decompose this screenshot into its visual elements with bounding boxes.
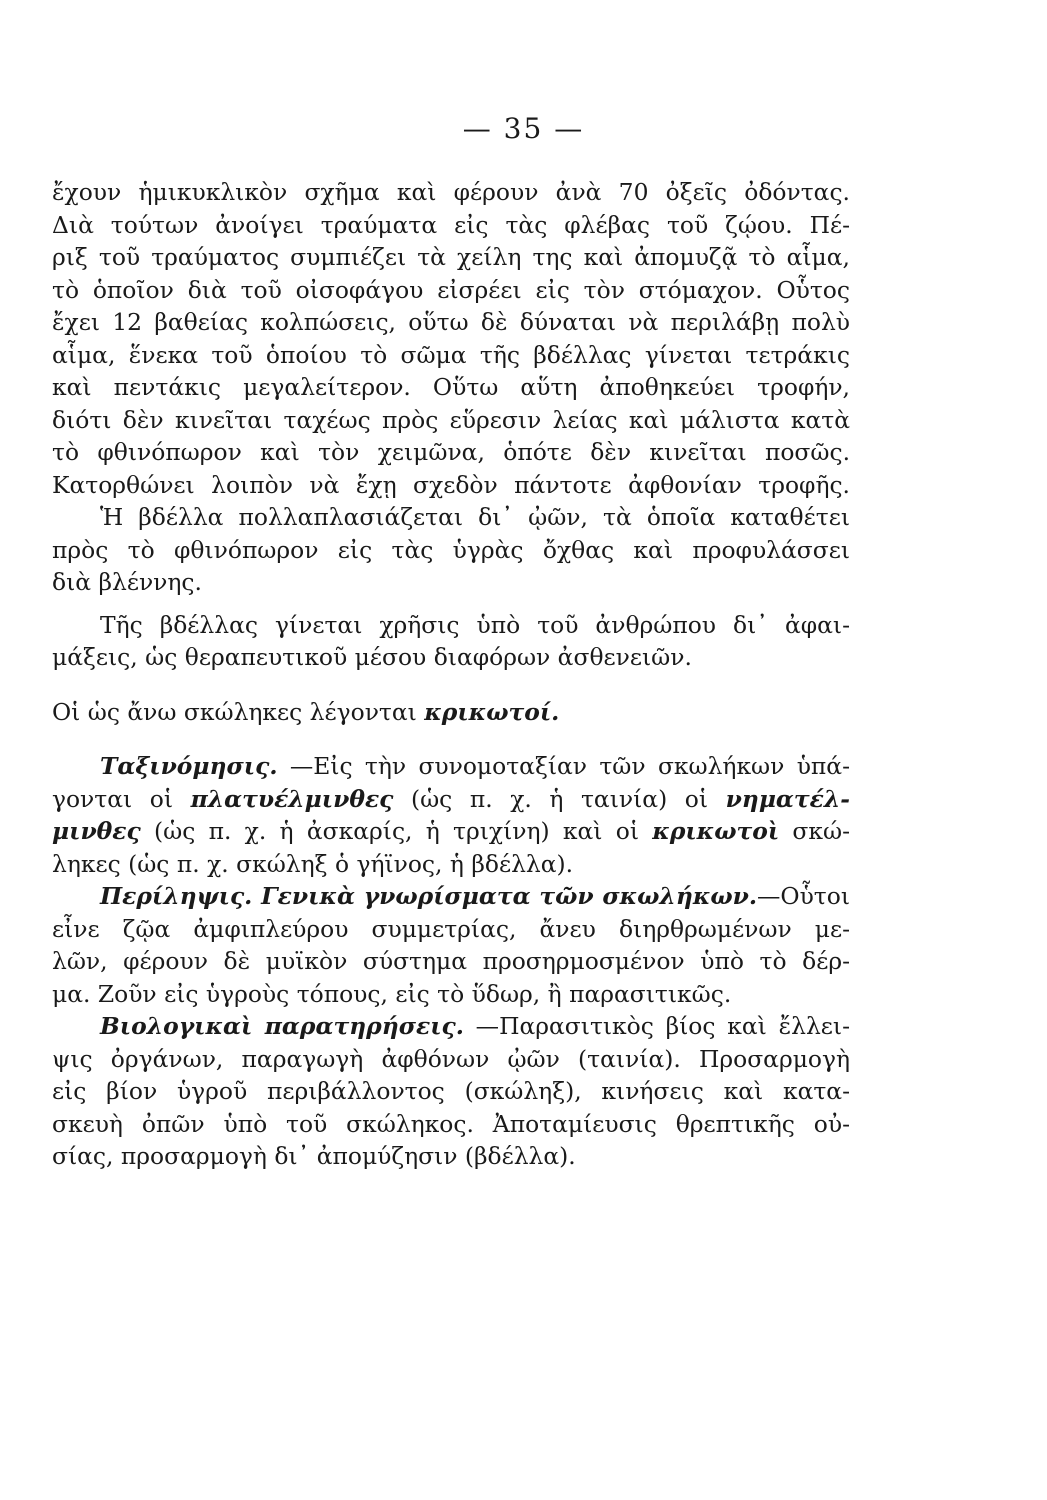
paragraph-leech-feeding [52, 176, 850, 501]
text-fragment: (ὡς π. χ. ἡ ἀσκαρίς, ἡ τριχίνη) καὶ οἱ [140, 817, 653, 845]
paragraph-biological-observations [52, 1010, 850, 1173]
text-line: σκευὴ ὀπῶν ὑπὸ τοῦ σκώληκος. Ἀποταμίευσις θρεπτικῆς οὐ- [52, 1109, 850, 1138]
section-heading-summary: Περίληψις. Γενικὰ γνωρίσματα τῶν σκωλήκων. [100, 882, 758, 910]
term-flatworms: πλατυέλμινθες [190, 784, 394, 813]
term-annelids-2: κρικωτοὶ [652, 817, 780, 845]
text-line: ληκες (ὡς π. χ. σκώληξ ὁ γήϊνος, ἡ βδέλλα). [52, 849, 574, 878]
text-fragment: —Οὗτοι [757, 882, 850, 910]
text-line [52, 815, 850, 848]
text-line: ψις ὀργάνων, παραγωγὴ ἀφθόνων ᾠῶν (ταινία). Προσαρμογὴ [52, 1044, 850, 1073]
paragraph-leech-reproduction [52, 501, 850, 599]
text-line: Ἡ βδέλλα πολλαπλασιάζεται δι᾽ ᾠῶν, τὰ ὁποῖα καταθέτει [100, 503, 850, 531]
paragraph-summary [52, 880, 850, 1010]
text-line: ἔχουν ἡμικυκλικὸν σχῆμα καὶ φέρουν ἀνὰ 70 ὀξεῖς ὀδόντας. [52, 178, 850, 206]
section-heading-biology: Βιολογικαὶ παρατηρήσεις. [100, 1012, 464, 1040]
text-fragment: (ὡς π. χ. ἡ ταινία) οἱ [393, 784, 726, 813]
paragraph-leech-use [52, 609, 850, 674]
text-line: ἔχει 12 βαθείας κολπώσεις, οὕτω δὲ δύναται νὰ περιλάβῃ πολὺ [52, 308, 850, 336]
section-heading-classification: Ταξινόμησις. [100, 752, 278, 780]
text-line [52, 880, 850, 913]
text-line: σίας, προσαρμογὴ δι᾽ ἀπομύζησιν (βδέλλα). [52, 1142, 576, 1170]
term-nematodes: νηματέλ- [725, 784, 851, 813]
text-line: τὸ φθινόπωρον καὶ τὸν χειμῶνα, ὁπότε δὲν κινεῖται ποσῶς. [52, 438, 850, 466]
text-line: καὶ πεντάκις μεγαλείτερον. Οὕτω αὕτη ἀποθηκεύει τροφήν, [52, 373, 850, 401]
text-fragment: —Παρασιτικὸς βίος καὶ ἔλλει- [463, 1012, 850, 1040]
text-line: ριξ τοῦ τραύματος συμπιέζει τὰ χείλη της καὶ ἀπομυζᾷ τὸ αἷμα, [52, 243, 850, 271]
text-line: εἶνε ζῷα ἀμφιπλεύρου συμμετρίας, ἄνευ διηρθρωμένων με- [52, 914, 850, 943]
spacer [52, 728, 850, 750]
spacer [52, 599, 850, 609]
text-line: λῶν, φέρουν δὲ μυϊκὸν σύστημα προσηρμοσμένον ὑπὸ τὸ δέρ- [52, 947, 850, 975]
text-line: μα. Ζοῦν εἰς ὑγροὺς τόπους, εἰς τὸ ὕδωρ, ἢ παρασιτικῶς. [52, 979, 732, 1008]
text-line: διὰ βλέννης. [52, 568, 202, 596]
text-line: Τῆς βδέλλας γίνεται χρῆσις ὑπὸ τοῦ ἀνθρώπου δι᾽ ἀφαι- [100, 610, 850, 639]
text-line [52, 783, 850, 816]
text-line: Κατορθώνει λοιπὸν νὰ ἔχῃ σχεδὸν πάντοτε ἀφθονίαν τροφῆς. [52, 470, 850, 499]
text-line [52, 750, 850, 783]
paragraph-annelids [52, 696, 850, 729]
term-nematodes-cont: μινθες [52, 817, 141, 845]
text-line: μάξεις, ὡς θεραπευτικοῦ μέσου διαφόρων ἀσθενειῶν. [52, 643, 692, 671]
text-line: αἷμα, ἕνεκα τοῦ ὁποίου τὸ σῶμα τῆς βδέλλας γίνεται τετράκις [52, 340, 850, 369]
text-fragment: σκώ- [779, 817, 850, 845]
body-text [52, 176, 850, 1173]
text-line: εἰς βίον ὑγροῦ περιβάλλοντος (σκώληξ), κινήσεις καὶ κατα- [52, 1077, 850, 1105]
text-line: πρὸς τὸ φθινόπωρον εἰς τὰς ὑγρὰς ὄχθας καὶ προφυλάσσει [52, 535, 850, 564]
text-fragment: —Εἰς τὴν συνομοταξίαν τῶν σκωλήκων ὑπά- [277, 752, 850, 780]
text-line [52, 1010, 850, 1043]
text-line: διότι δὲν κινεῖται ταχέως πρὸς εὕρεσιν λείας καὶ μάλιστα κατὰ [52, 405, 850, 434]
term-annelids: κρικωτοί. [424, 697, 560, 726]
page-number: — 35 — [462, 112, 585, 145]
text-fragment: Οἱ ὡς ἄνω σκώληκες λέγονται [52, 697, 425, 726]
text-line: τὸ ὁποῖον διὰ τοῦ οἰσοφάγου εἰσρέει εἰς τὸν στόμαχον. Οὗτος [52, 275, 850, 304]
text-fragment: γονται οἱ [52, 784, 191, 813]
spacer [52, 674, 850, 696]
text-line [52, 696, 850, 729]
paragraph-classification [52, 750, 850, 880]
text-line: Διὰ τούτων ἀνοίγει τραύματα εἰς τὰς φλέβας τοῦ ζῴου. Πέ- [52, 210, 850, 239]
